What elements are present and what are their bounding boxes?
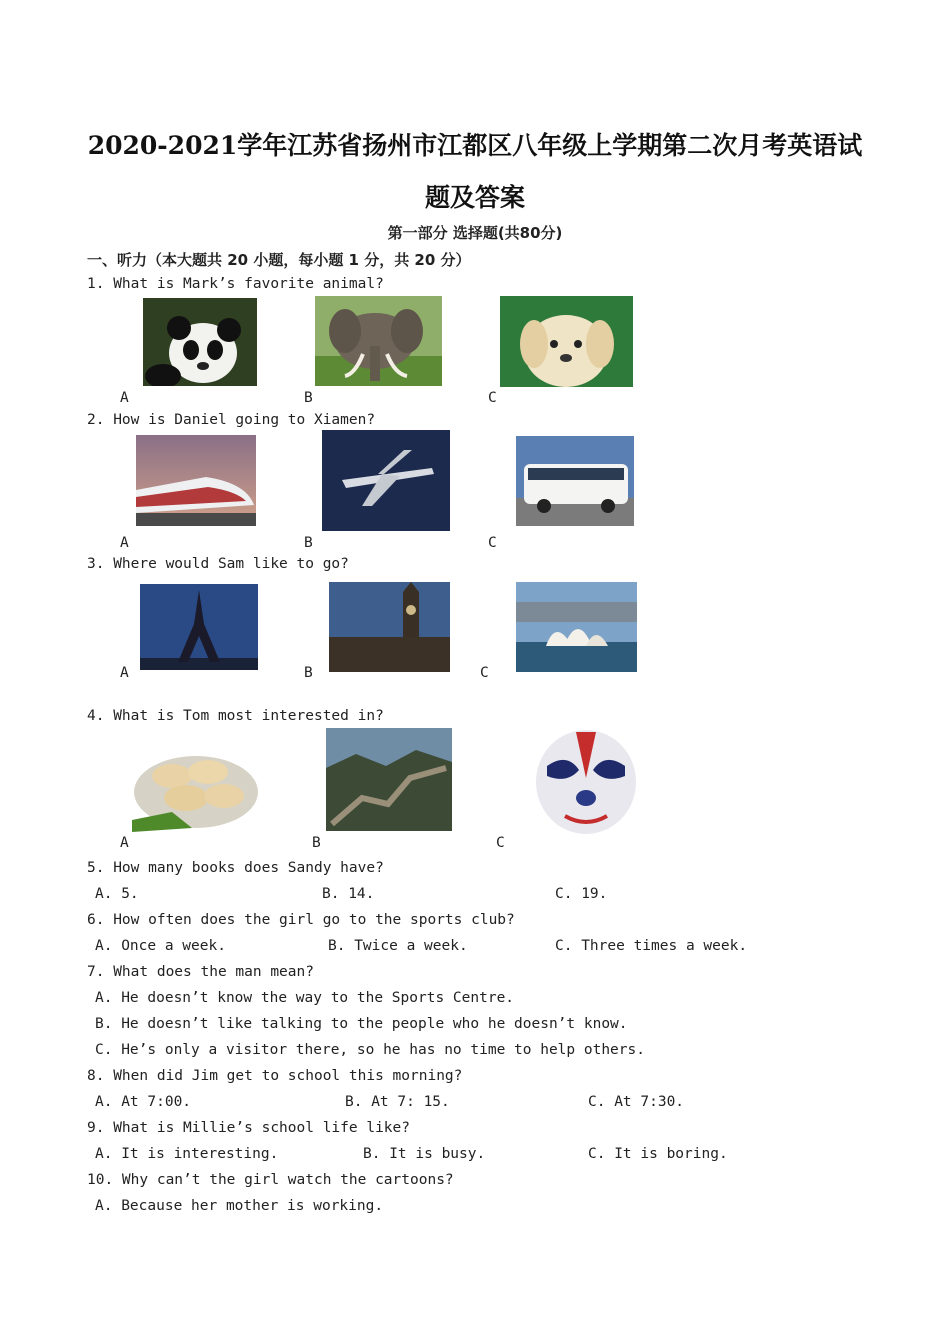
puppy-picture <box>500 296 633 387</box>
section-heading-listening: 一、听力（本大题共 20 小题，每小题 1 分，共 20 分） <box>87 251 471 269</box>
q4-option-b-label: B <box>312 835 321 851</box>
q5-option-b: B. 14. <box>322 886 375 902</box>
q6-option-b: B. Twice a week. <box>328 938 468 954</box>
question-6: 6. How often does the girl go to the sports club? <box>87 912 515 928</box>
q7-option-b: B. He doesn’t like talking to the people who he doesn’t know. <box>95 1016 628 1032</box>
document-title-line-2: 题及答案 <box>424 183 525 212</box>
q1-option-a-label: A <box>120 390 129 406</box>
question-8: 8. When did Jim get to school this morning? <box>87 1068 463 1084</box>
q4-option-a-label: A <box>120 835 129 851</box>
q8-option-a: A. At 7:00. <box>95 1094 192 1110</box>
peking-opera-mask-picture <box>527 728 645 836</box>
q3-option-c-label: C <box>480 665 489 681</box>
q6-option-c: C. Three times a week. <box>555 938 748 954</box>
big-ben-picture <box>329 582 450 672</box>
q10-option-a: A. Because her mother is working. <box>95 1198 384 1214</box>
q9-option-b: B. It is busy. <box>363 1146 486 1162</box>
eiffel-tower-picture <box>140 584 258 670</box>
q6-option-a: A. Once a week. <box>95 938 226 954</box>
elephant-picture <box>315 296 442 386</box>
q1-option-b-label: B <box>304 390 313 406</box>
q5-option-c: C. 19. <box>555 886 608 902</box>
q8-option-c: C. At 7:30. <box>588 1094 685 1110</box>
question-7: 7. What does the man mean? <box>87 964 314 980</box>
q9-option-c: C. It is boring. <box>588 1146 728 1162</box>
q4-option-c-label: C <box>496 835 505 851</box>
q1-option-c-label: C <box>488 390 497 406</box>
sydney-opera-house-picture <box>516 582 637 672</box>
panda-picture <box>143 298 257 386</box>
bus-picture <box>516 436 634 526</box>
q2-option-b-label: B <box>304 535 313 551</box>
q7-option-c: C. He’s only a visitor there, so he has no time to help others. <box>95 1042 645 1058</box>
document-title-line-1: 2020-2021学年江苏省扬州市江都区八年级上学期第二次月考英语试 <box>87 131 863 160</box>
q3-option-a-label: A <box>120 665 129 681</box>
airplane-picture <box>322 430 450 531</box>
q5-option-a: A. 5. <box>95 886 139 902</box>
question-3: 3. Where would Sam like to go? <box>87 556 349 572</box>
q3-option-b-label: B <box>304 665 313 681</box>
question-1: 1. What is Mark’s favorite animal? <box>87 276 384 292</box>
great-wall-picture <box>326 728 452 831</box>
q2-option-a-label: A <box>120 535 129 551</box>
high-speed-train-picture <box>136 435 256 526</box>
question-9: 9. What is Millie’s school life like? <box>87 1120 411 1136</box>
part-heading: 第一部分 选择题(共80分) <box>387 224 563 242</box>
question-10: 10. Why can’t the girl watch the cartoons? <box>87 1172 454 1188</box>
question-2: 2. How is Daniel going to Xiamen? <box>87 412 376 428</box>
dumplings-picture <box>132 736 260 832</box>
q7-option-a: A. He doesn’t know the way to the Sports Centre. <box>95 990 515 1006</box>
q9-option-a: A. It is interesting. <box>95 1146 279 1162</box>
q8-option-b: B. At 7: 15. <box>345 1094 450 1110</box>
q2-option-c-label: C <box>488 535 497 551</box>
question-5: 5. How many books does Sandy have? <box>87 860 384 876</box>
question-4: 4. What is Tom most interested in? <box>87 708 384 724</box>
